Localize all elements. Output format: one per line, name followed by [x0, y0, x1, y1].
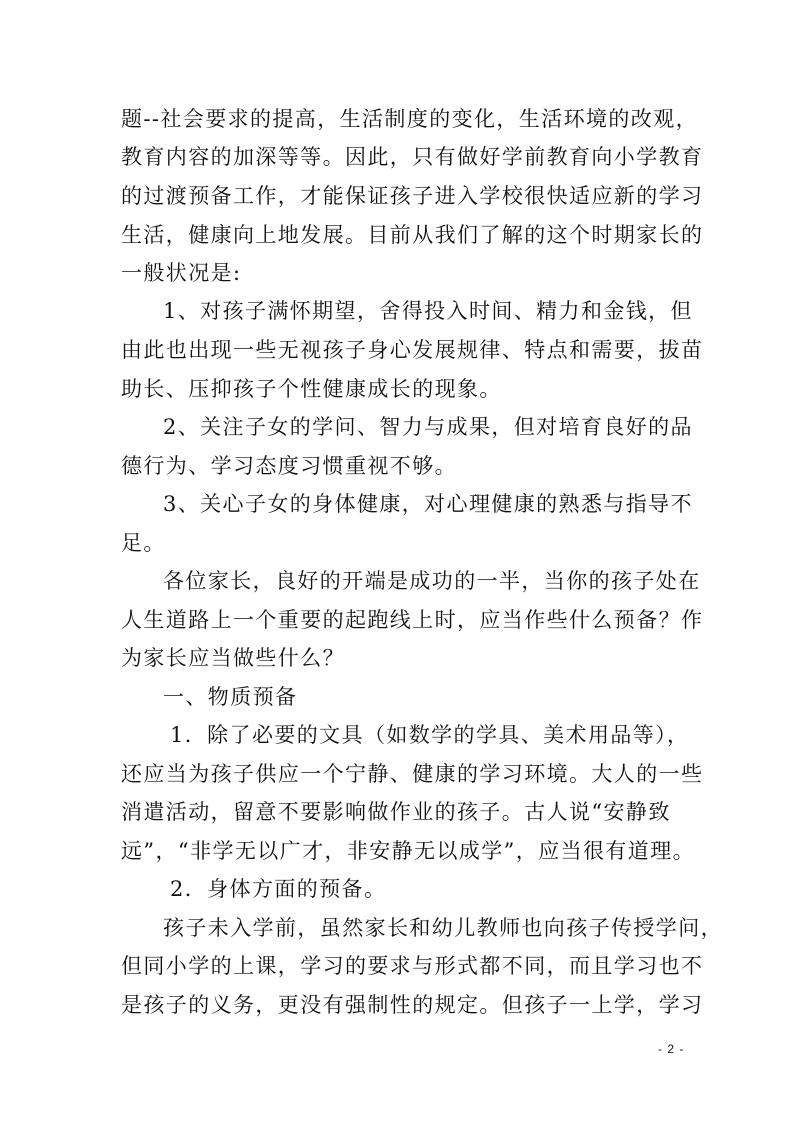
- text-line: 3、关心子女的身体健康，对心理健康的熟悉与指导不: [163, 492, 693, 516]
- text-line: 题--社会要求的提高，生活制度的变化，生活环境的改观，: [121, 107, 698, 131]
- text-line: 还应当为孩子供应一个宁静、健康的学习环境。大人的一些: [121, 762, 704, 786]
- text-line: 助长、压抑孩子个性健康成长的现象。: [121, 377, 502, 401]
- section-heading: 一、物质预备: [163, 685, 298, 709]
- text-line: 足。: [121, 531, 166, 555]
- text-line: 孩子未入学前，虽然家长和幼儿教师也向孩子传授学问，: [163, 916, 723, 940]
- text-line: 的过渡预备工作，才能保证孩子进入学校很快适应新的学习: [121, 184, 704, 208]
- text-line: 为家长应当做些什么？: [121, 646, 345, 670]
- text-line: 由此也出现一些无视孩子身心发展规律、特点和需要，拔苗: [121, 338, 704, 362]
- text-line: 消遣活动，留意不要影响做作业的孩子。古人说“安静致: [121, 800, 671, 824]
- text-line: 2、关注子女的学问、智力与成果，但对培育良好的品: [163, 415, 693, 439]
- text-line: 但同小学的上课，学习的要求与形式都不同，而且学习也不: [121, 954, 704, 978]
- text-line: 教育内容的加深等等。因此，只有做好学前教育向小学教育: [121, 145, 704, 169]
- text-line: 2．身体方面的预备。: [170, 877, 387, 901]
- text-line: 1．除了必要的文具（如数学的学具、美术用品等），: [170, 723, 690, 747]
- text-line: 远”，“非学无以广才，非安静无以成学”，应当很有道理。: [121, 839, 696, 863]
- text-line: 一般状况是:: [121, 261, 242, 285]
- page-number: - 2 -: [658, 1042, 685, 1056]
- text-line: 是孩子的义务，更没有强制性的规定。但孩子一上学，学习: [121, 993, 704, 1017]
- text-line: 1、对孩子满怀期望，舍得投入时间、精力和金钱，但: [163, 299, 693, 323]
- text-line: 各位家长，良好的开端是成功的一半，当你的孩子处在: [163, 569, 701, 593]
- text-line: 德行为、学习态度习惯重视不够。: [121, 454, 457, 478]
- text-line: 生活，健康向上地发展。目前从我们了解的这个时期家长的: [121, 223, 704, 247]
- text-line: 人生道路上一个重要的起跑线上时，应当作些什么预备？作: [121, 608, 704, 632]
